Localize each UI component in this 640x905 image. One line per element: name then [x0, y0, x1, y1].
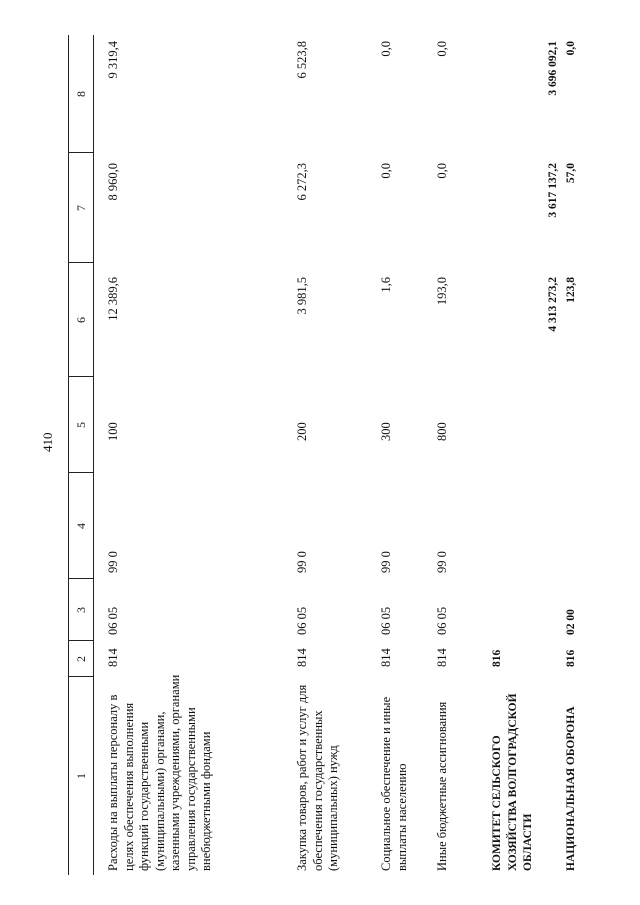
row-target: 99 0 — [295, 551, 309, 573]
header-col-6: 6 — [73, 317, 88, 323]
page-number: 410 — [40, 432, 55, 452]
row-type: 800 — [435, 422, 449, 441]
row-value-1: 1,6 — [379, 277, 393, 293]
row-value-2: 8 960,0 — [106, 163, 120, 201]
row-value-3: 9 319,4 — [106, 41, 120, 79]
row-value-1: 3 981,5 — [295, 277, 309, 315]
row-section: 06 05 — [106, 606, 120, 635]
header-col-4: 4 — [73, 523, 88, 529]
row-ministry: 816 — [491, 649, 503, 667]
row-type: 300 — [379, 422, 393, 441]
row-value-1: 193,0 — [435, 277, 449, 306]
header-col-3: 3 — [73, 607, 88, 613]
row-name: Закупка товаров, работ и услуг для обеспечения государственных (муниципальных) нужд — [295, 684, 340, 871]
row-value-3: 3 696 092,1 — [547, 41, 559, 96]
row-target: 99 0 — [379, 551, 393, 573]
row-value-1: 123,8 — [565, 277, 577, 303]
row-name: КОМИТЕТ СЕЛЬСКОГО ХОЗЯЙСТВА ВОЛГОГРАДСКОЙ ОБЛАСТИ — [491, 693, 534, 871]
row-ministry: 814 — [106, 648, 120, 667]
row-ministry: 814 — [295, 648, 309, 667]
row-section: 06 05 — [435, 606, 449, 635]
row-value-2: 57,0 — [565, 163, 577, 184]
row-type: 100 — [106, 422, 120, 441]
row-value-1: 12 389,6 — [106, 277, 120, 321]
row-value-3: 0,0 — [379, 41, 393, 57]
row-name: Иные бюджетные ассигнования — [435, 701, 449, 871]
row-value-3: 6 523,8 — [295, 41, 309, 79]
row-section: 06 05 — [295, 606, 309, 635]
row-value-2: 6 272,3 — [295, 163, 309, 201]
budget-table — [68, 35, 608, 875]
row-value-2: 3 617 137,2 — [547, 163, 559, 218]
header-col-1: 1 — [73, 773, 88, 779]
row-section: 06 05 — [379, 606, 393, 635]
row-name: НАЦИОНАЛЬНАЯ ОБОРОНА — [565, 706, 577, 871]
row-value-3: 0,0 — [435, 41, 449, 57]
row-name: Социальное обеспечение и иные выплаты населению — [379, 696, 409, 871]
header-col-5: 5 — [73, 422, 88, 428]
row-ministry: 814 — [379, 648, 393, 667]
row-section: 02 00 — [565, 609, 577, 635]
header-col-2: 2 — [73, 656, 88, 662]
row-ministry: 816 — [565, 649, 577, 667]
row-value-1: 4 313 273,2 — [547, 277, 559, 332]
row-target: 99 0 — [435, 551, 449, 573]
header-col-8: 8 — [73, 91, 88, 97]
row-ministry: 814 — [435, 648, 449, 667]
row-name: Расходы на выплаты персоналу в целях обеспечения выполнения функций государственными (муниципальными) органами, казенными учреждениями, органами управления государственными внебюджетными фондами — [106, 674, 213, 871]
row-target: 99 0 — [106, 551, 120, 573]
row-type: 200 — [295, 422, 309, 441]
table-header — [68, 35, 94, 875]
row-value-3: 0,0 — [565, 41, 577, 56]
header-col-7: 7 — [73, 205, 88, 211]
row-value-2: 0,0 — [379, 163, 393, 179]
row-value-2: 0,0 — [435, 163, 449, 179]
